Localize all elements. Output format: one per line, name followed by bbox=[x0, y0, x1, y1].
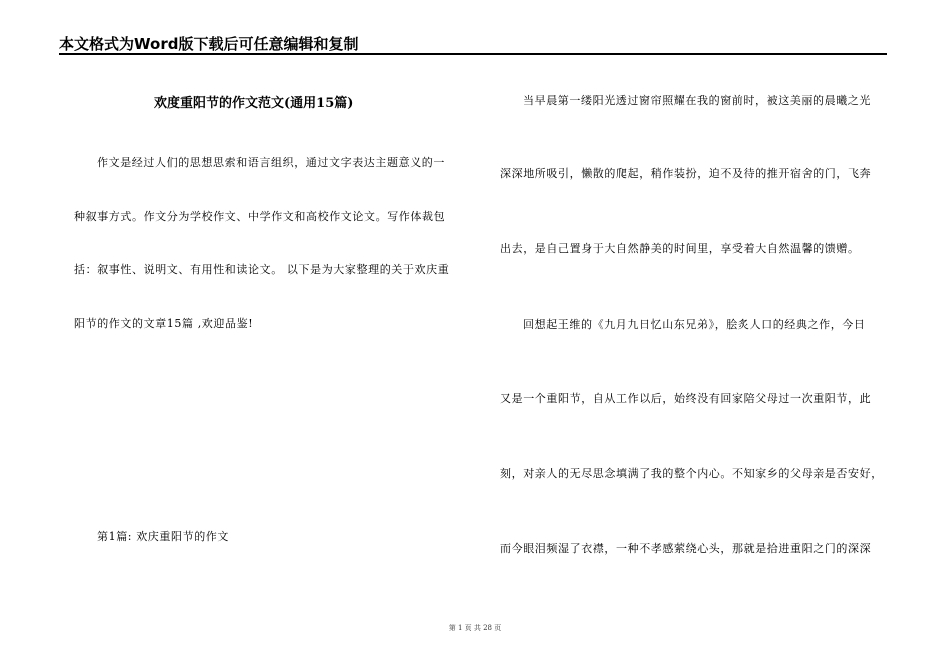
right-line-5: 又是一个重阳节，自从工作以后，始终没有回家陪父母过一次重阳节，此 bbox=[500, 392, 872, 405]
left-column bbox=[74, 0, 466, 672]
right-line-1: 当早晨第一缕阳光透过窗帘照耀在我的窗前时，被这美丽的晨曦之光 bbox=[523, 94, 871, 107]
right-line-7: 而今眼泪频湿了衣襟，一种不孝感萦绕心头，那就是拾进重阳之门的深深 bbox=[500, 542, 872, 555]
page-number-footer: 第 1 页 共 28 页 bbox=[448, 624, 502, 632]
left-line-3: 括：叙事性、说明文、有用性和读论文。 以下是为大家整理的关于欢庆重 bbox=[74, 263, 450, 276]
left-line-1: 作文是经过人们的思想思索和语言组织，通过文字表达主题意义的一 bbox=[97, 156, 445, 169]
right-line-4: 回想起王维的《九月九日忆山东兄弟》，脍炙人口的经典之作，今日 bbox=[523, 318, 866, 331]
left-line-4: 阳节的作文的文章15篇 ,欢迎品鉴! bbox=[74, 317, 254, 330]
right-line-3: 出去，是自己置身于大自然静美的时间里，享受着大自然温馨的馈赠。 bbox=[500, 242, 860, 255]
download-notice-header: 本文格式为Word版下载后可任意编辑和复制 bbox=[59, 35, 359, 53]
document-title: 欢度重阳节的作文范文(通用15篇) bbox=[154, 96, 354, 111]
right-line-2: 深深地所吸引，懒散的爬起，稍作装扮，迫不及待的推开宿舍的门，飞奔 bbox=[500, 167, 872, 180]
left-line-2: 种叙事方式。作文分为学校作文、中学作文和高校作文论文。写作体裁包 bbox=[74, 210, 446, 223]
right-column bbox=[500, 0, 892, 672]
right-line-6: 刻，对亲人的无尽思念填满了我的整个内心。不知家乡的父母亲是否安好， bbox=[500, 467, 883, 480]
section-heading-1: 第1篇: 欢庆重阳节的作文 bbox=[97, 530, 230, 543]
